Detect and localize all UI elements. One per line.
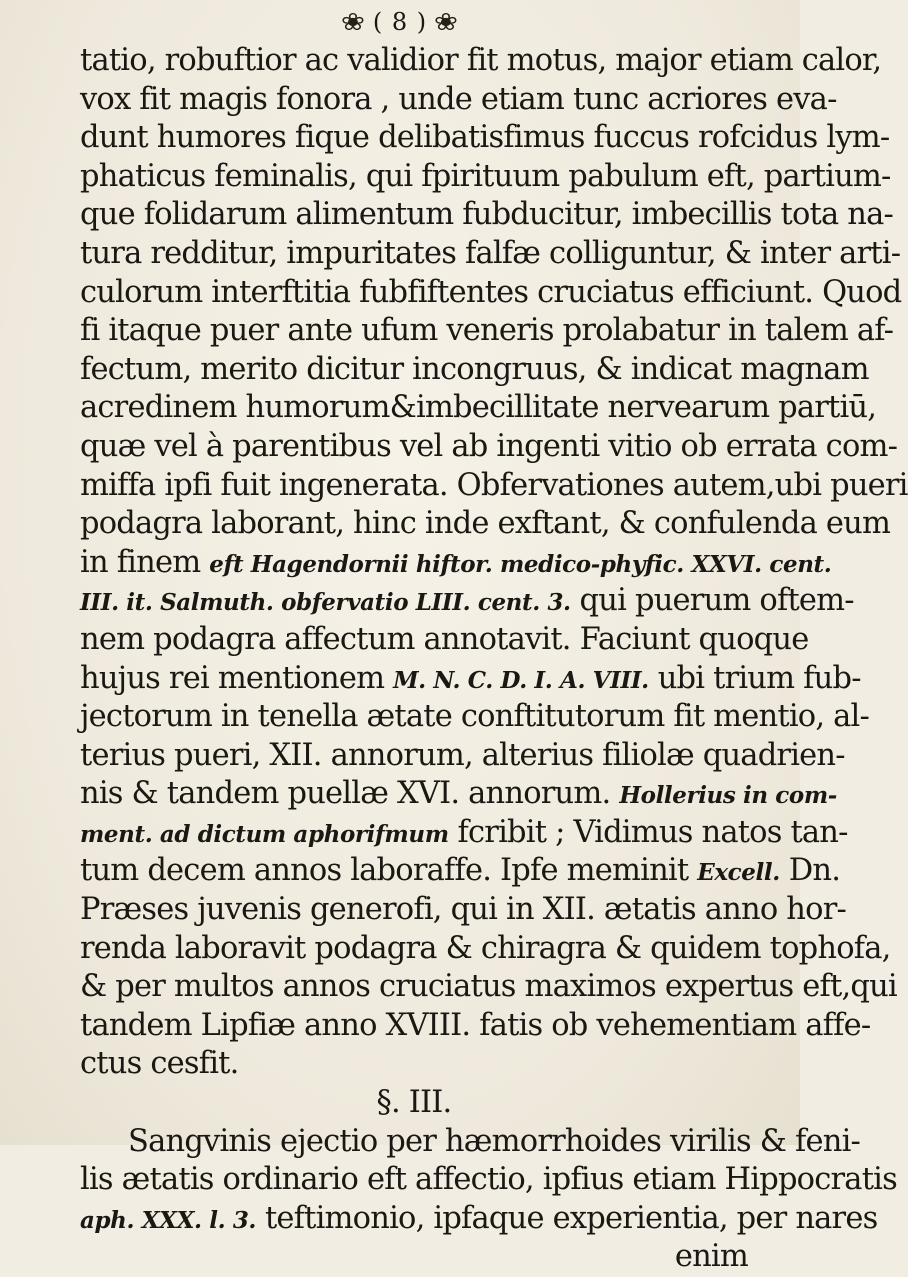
citation: III. it. Salmuth. obfervatio LIII. cent. 3. [80, 589, 571, 617]
text-line [80, 660, 861, 699]
text-span: qui puerum oftem- [570, 583, 854, 619]
text-line: fi itaque puer ante ufum veneris prolabatur in talem af- [80, 313, 894, 349]
ornament-right-icon: ❀ [433, 8, 459, 36]
page-number: ( 8 ) [372, 8, 428, 36]
text-span: hujus rei mentionem [80, 660, 394, 696]
citation: eft Hagendornii hiftor. medico-phyfic. XXVI. cent. [209, 550, 832, 578]
text-line: nem podagra affectum annotavit. Faciunt quoque [80, 621, 809, 657]
citation: aph. XXX. l. 3. [80, 1206, 257, 1234]
text-line: Sangvinis ejectio per hæmorrhoides virilis & feni- [128, 1123, 861, 1159]
text-line [80, 775, 837, 814]
text-line [80, 544, 832, 583]
text-span: ubi trium fub- [648, 660, 861, 696]
text-line: tatio, robuftior ac validior fit motus, major etiam calor, [80, 43, 882, 78]
text-line: fectum, merito dicitur incongruus, & indicat magnam [80, 351, 869, 387]
text-line: podagra laborant, hinc inde exftant, & confulenda eum [80, 506, 891, 542]
text-line: & per multos annos cruciatus maximos expertus eft,qui [80, 969, 897, 1005]
text-span: in finem [80, 544, 210, 580]
text-line: quæ vel à parentibus vel ab ingenti vitio ob errata com- [80, 428, 898, 464]
text-line: enim [674, 1239, 748, 1275]
text-line [80, 1200, 878, 1239]
text-line: terius pueri, XII. annorum, alterius filiolæ quadrien- [80, 737, 845, 773]
text-span: teftimonio, ipfaque experientia, per nares [256, 1200, 878, 1236]
text-line: culorum interftitia fubfiftentes cruciatus efficiunt. Quod [80, 274, 902, 310]
body-text [80, 42, 908, 1277]
text-line: ctus cesfit. [80, 1046, 239, 1082]
text-line: tandem Lipfiæ anno XVIII. fatis ob vehementiam affe- [80, 1007, 871, 1043]
text-line: tura redditur, impuritates falfæ colliguntur, & inter arti- [80, 235, 901, 271]
page-header [0, 8, 800, 36]
text-line: acredinem humorum&imbecillitate nervearum partiū, [80, 390, 877, 426]
text-line: dunt humores fique delibatisfimus fuccus rofcidus lym- [80, 120, 890, 156]
text-line: miffa ipfi fuit ingenerata. Obfervationes autem,ubi pueri [80, 467, 908, 503]
text-line [80, 582, 854, 621]
text-line [80, 814, 848, 853]
text-line: Præses juvenis generofi, qui in XII. ætatis anno hor- [80, 892, 846, 928]
text-line: que folidarum alimentum fubducitur, imbecillis tota na- [80, 197, 894, 233]
text-span: fcribit ; Vidimus natos tan- [448, 814, 848, 850]
citation: Excell. [697, 859, 780, 887]
citation: Hollerius in com- [619, 782, 837, 810]
text-line: renda laboravit podagra & chiragra & quidem tophofa, [80, 930, 891, 966]
text-span: nis & tandem puellæ XVI. annorum. [80, 776, 620, 812]
citation: M. N. C. D. I. A. VIII. [393, 666, 649, 694]
citation: ment. ad dictum aphorifmum [80, 820, 449, 848]
text-span: Dn. [779, 853, 841, 889]
text-line [80, 852, 841, 891]
text-line: jectorum in tenella ætate conftitutorum fit mentio, al- [80, 699, 870, 735]
text-span: tum decem annos laboraffe. Ipfe meminit [80, 853, 698, 889]
text-line: lis ætatis ordinario eft affectio, ipfius etiam Hippocratis [80, 1162, 897, 1198]
ornament-left-icon: ❀ [340, 8, 367, 36]
text-line: vox fit magis fonora , unde etiam tunc acriores eva- [80, 81, 837, 117]
text-line: phaticus feminalis, qui fpirituum pabulum eft, partium- [80, 158, 891, 194]
section-heading: §. III. [376, 1085, 452, 1121]
